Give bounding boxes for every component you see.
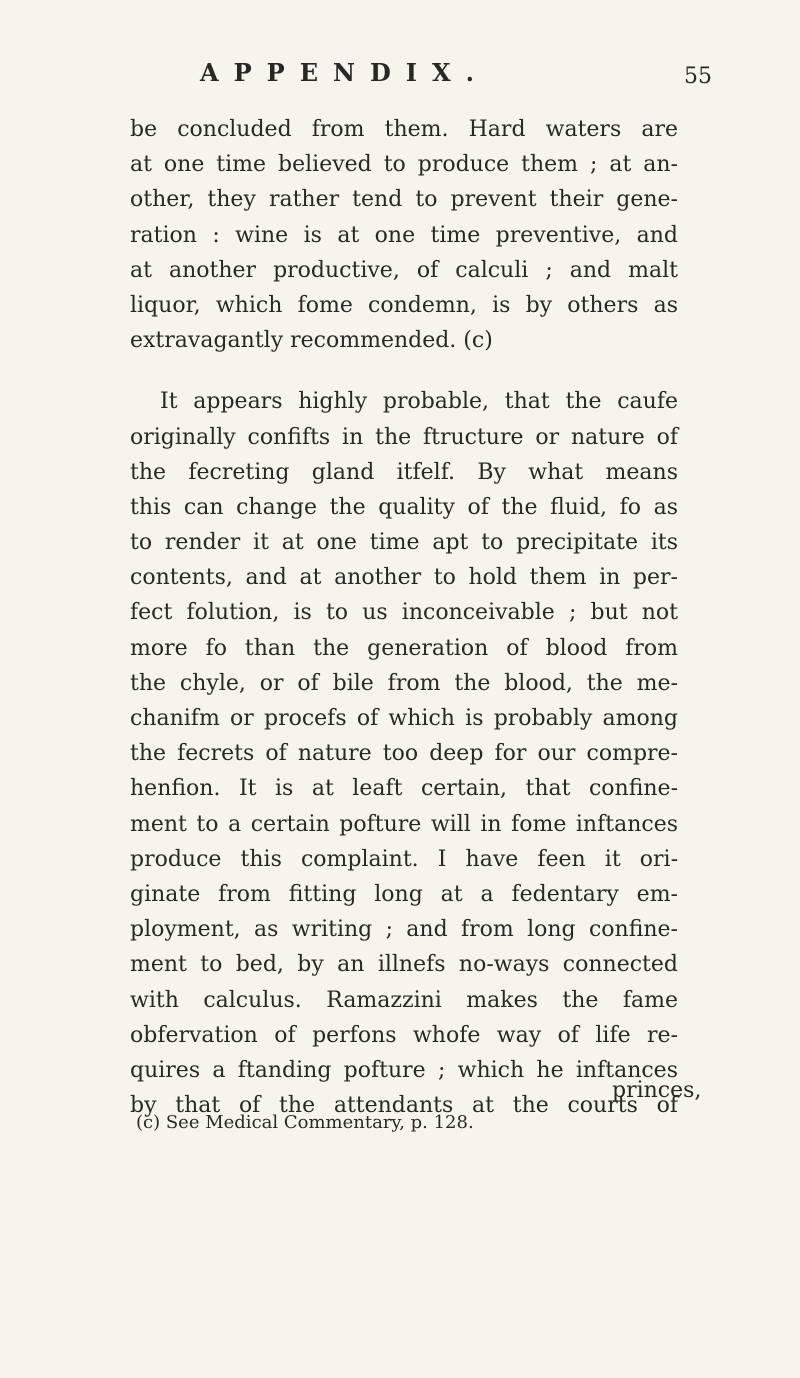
text-line: with calculus. Ramazzini makes the fame: [130, 987, 678, 1013]
text-line: at one time believed to produce them ; at an-: [130, 152, 678, 178]
text-line: more fo than the generation of blood from: [130, 635, 678, 661]
text-line: quires a ftanding pofture ; which he inftances: [130, 1057, 678, 1083]
text-line: other, they rather tend to prevent their gene-: [130, 187, 678, 213]
text-line: the fecrets of nature too deep for our compre-: [130, 741, 678, 767]
text-line: produce this complaint. I have feen it ori-: [130, 846, 678, 872]
paragraph-1: [130, 112, 678, 358]
text-line: ment to bed, by an illnefs no-ways connected: [130, 952, 678, 978]
text-line: this can change the quality of the fluid, fo as: [130, 494, 678, 520]
text-line: the chyle, or of bile from the blood, the me-: [130, 670, 678, 696]
body-text: [130, 112, 678, 1123]
text-line: at another productive, of calculi ; and malt: [130, 257, 678, 283]
text-line: extravagantly recommended. (c): [130, 328, 493, 354]
footnote: (c) See Medical Commentary, p. 128.: [136, 1112, 474, 1133]
text-line: by that of the attendants at the courts of: [130, 1093, 678, 1119]
text-line: be concluded from them. Hard waters are: [130, 117, 678, 142]
text-line: originally confifts in the ftructure or nature of: [130, 424, 678, 450]
text-line: ment to a certain pofture will in fome inftances: [130, 811, 678, 837]
running-head: [0, 58, 800, 98]
text-line: ployment, as writing ; and from long confine-: [130, 917, 678, 943]
text-line: liquor, which fome condemn, is by others as: [130, 292, 678, 318]
text-line: obfervation of perfons whofe way of life re-: [130, 1022, 678, 1048]
text-line: chanifm or procefs of which is probably among: [130, 706, 678, 731]
text-line: ginate from fitting long at a fedentary em-: [130, 881, 678, 907]
text-line: It appears highly probable, that the caufe: [160, 389, 678, 415]
paragraph-gap: [130, 358, 678, 384]
text-line: to render it at one time apt to precipitate its: [130, 530, 678, 556]
text-line: contents, and at another to hold them in per-: [130, 565, 678, 591]
text-line: ration : wine is at one time preventive, and: [130, 222, 678, 248]
text-line: the fecreting gland itfelf. By what means: [130, 459, 678, 485]
text-line: fect folution, is to us inconceivable ; but not: [130, 600, 678, 626]
page-number: 55: [684, 64, 712, 89]
text-line: henfion. It is at leaft certain, that confine-: [130, 776, 678, 802]
paragraph-2: [130, 384, 678, 1123]
catchword: princes,: [612, 1078, 702, 1103]
running-title: APPENDIX.: [200, 58, 489, 87]
